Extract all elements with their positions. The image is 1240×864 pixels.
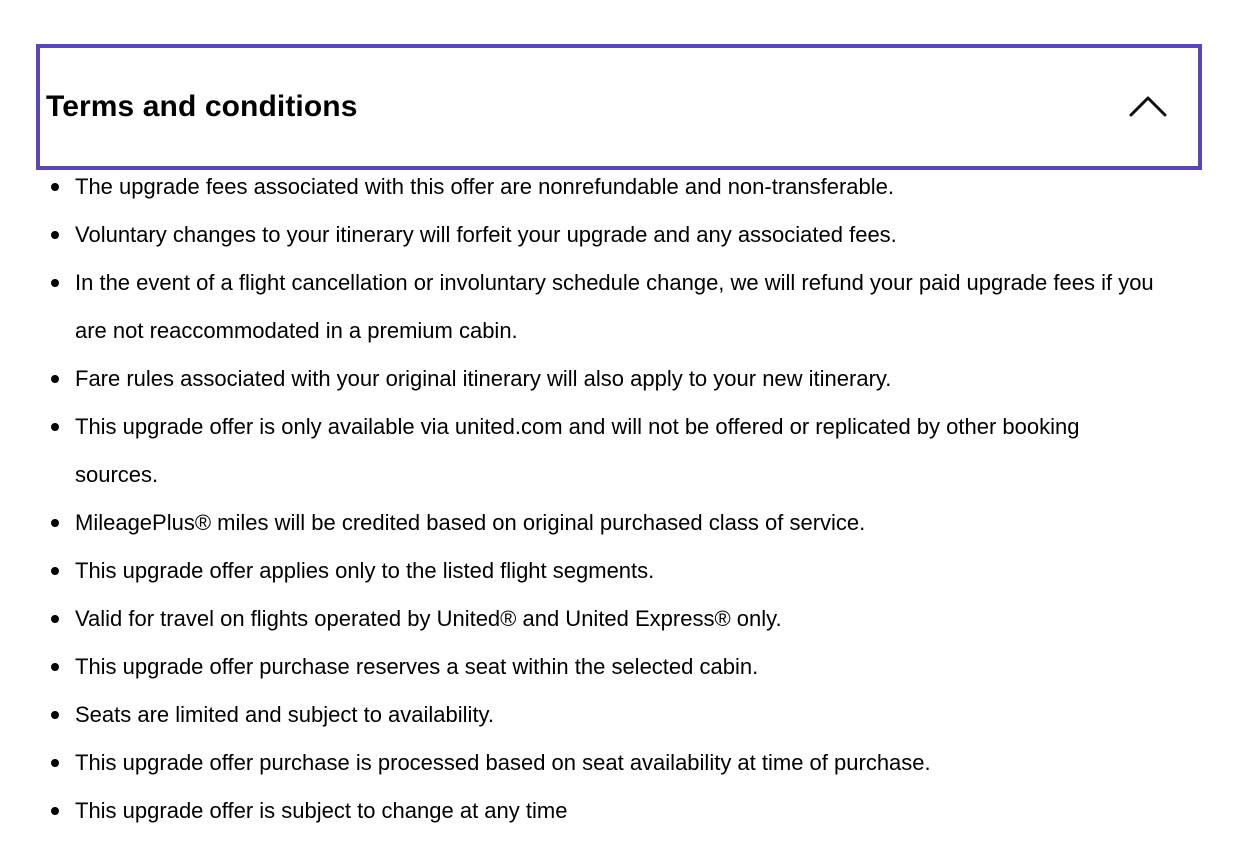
bullet-icon	[51, 663, 59, 671]
terms-item-text: Voluntary changes to your itinerary will forfeit your upgrade and any associated fees.	[75, 222, 897, 247]
terms-item-text: This upgrade offer applies only to the listed flight segments.	[75, 558, 655, 583]
terms-list-item	[0, 355, 1200, 403]
terms-item-text: MileagePlus® miles will be credited based on original purchased class of service.	[75, 510, 866, 535]
bullet-icon	[51, 231, 59, 239]
bullet-icon	[51, 567, 59, 575]
bullet-icon	[51, 423, 59, 431]
terms-item-text: Valid for travel on flights operated by United® and United Express® only.	[75, 606, 782, 631]
bullet-icon	[51, 183, 59, 191]
terms-list-item	[0, 211, 1200, 259]
terms-list-item	[0, 787, 1200, 835]
bullet-icon	[51, 807, 59, 815]
terms-item-text: In the event of a flight cancellation or involuntary schedule change, we will refund your paid upgrade fees if you are not reaccommodated in a premium cabin.	[75, 270, 1154, 343]
terms-list-item	[0, 691, 1200, 739]
bullet-icon	[51, 711, 59, 719]
terms-item-text: This upgrade offer is only available via united.com and will not be offered or replicated by other booking sources.	[75, 414, 1080, 487]
terms-item-text: This upgrade offer purchase reserves a seat within the selected cabin.	[75, 654, 759, 679]
terms-accordion-header[interactable]	[36, 44, 1202, 170]
terms-item-text: This upgrade offer purchase is processed based on seat availability at time of purchase.	[75, 750, 931, 775]
terms-list-item	[0, 595, 1200, 643]
terms-list	[0, 163, 1200, 835]
terms-list-item	[0, 739, 1200, 787]
terms-list-item	[0, 259, 1200, 355]
terms-item-text: The upgrade fees associated with this offer are nonrefundable and non-transferable.	[75, 174, 895, 199]
chevron-up-icon[interactable]	[1128, 92, 1168, 118]
bullet-icon	[51, 279, 59, 287]
bullet-icon	[51, 519, 59, 527]
terms-list-item	[0, 499, 1200, 547]
terms-item-text: Fare rules associated with your original itinerary will also apply to your new itinerary.	[75, 366, 892, 391]
terms-list-item	[0, 547, 1200, 595]
terms-list-item	[0, 163, 1200, 211]
bullet-icon	[51, 759, 59, 767]
bullet-icon	[51, 375, 59, 383]
terms-list-item	[0, 403, 1200, 499]
accordion-title: Terms and conditions	[46, 90, 358, 123]
terms-item-text: Seats are limited and subject to availability.	[75, 702, 495, 727]
bullet-icon	[51, 615, 59, 623]
terms-item-text: This upgrade offer is subject to change at any time	[75, 798, 568, 823]
terms-list-item	[0, 643, 1200, 691]
